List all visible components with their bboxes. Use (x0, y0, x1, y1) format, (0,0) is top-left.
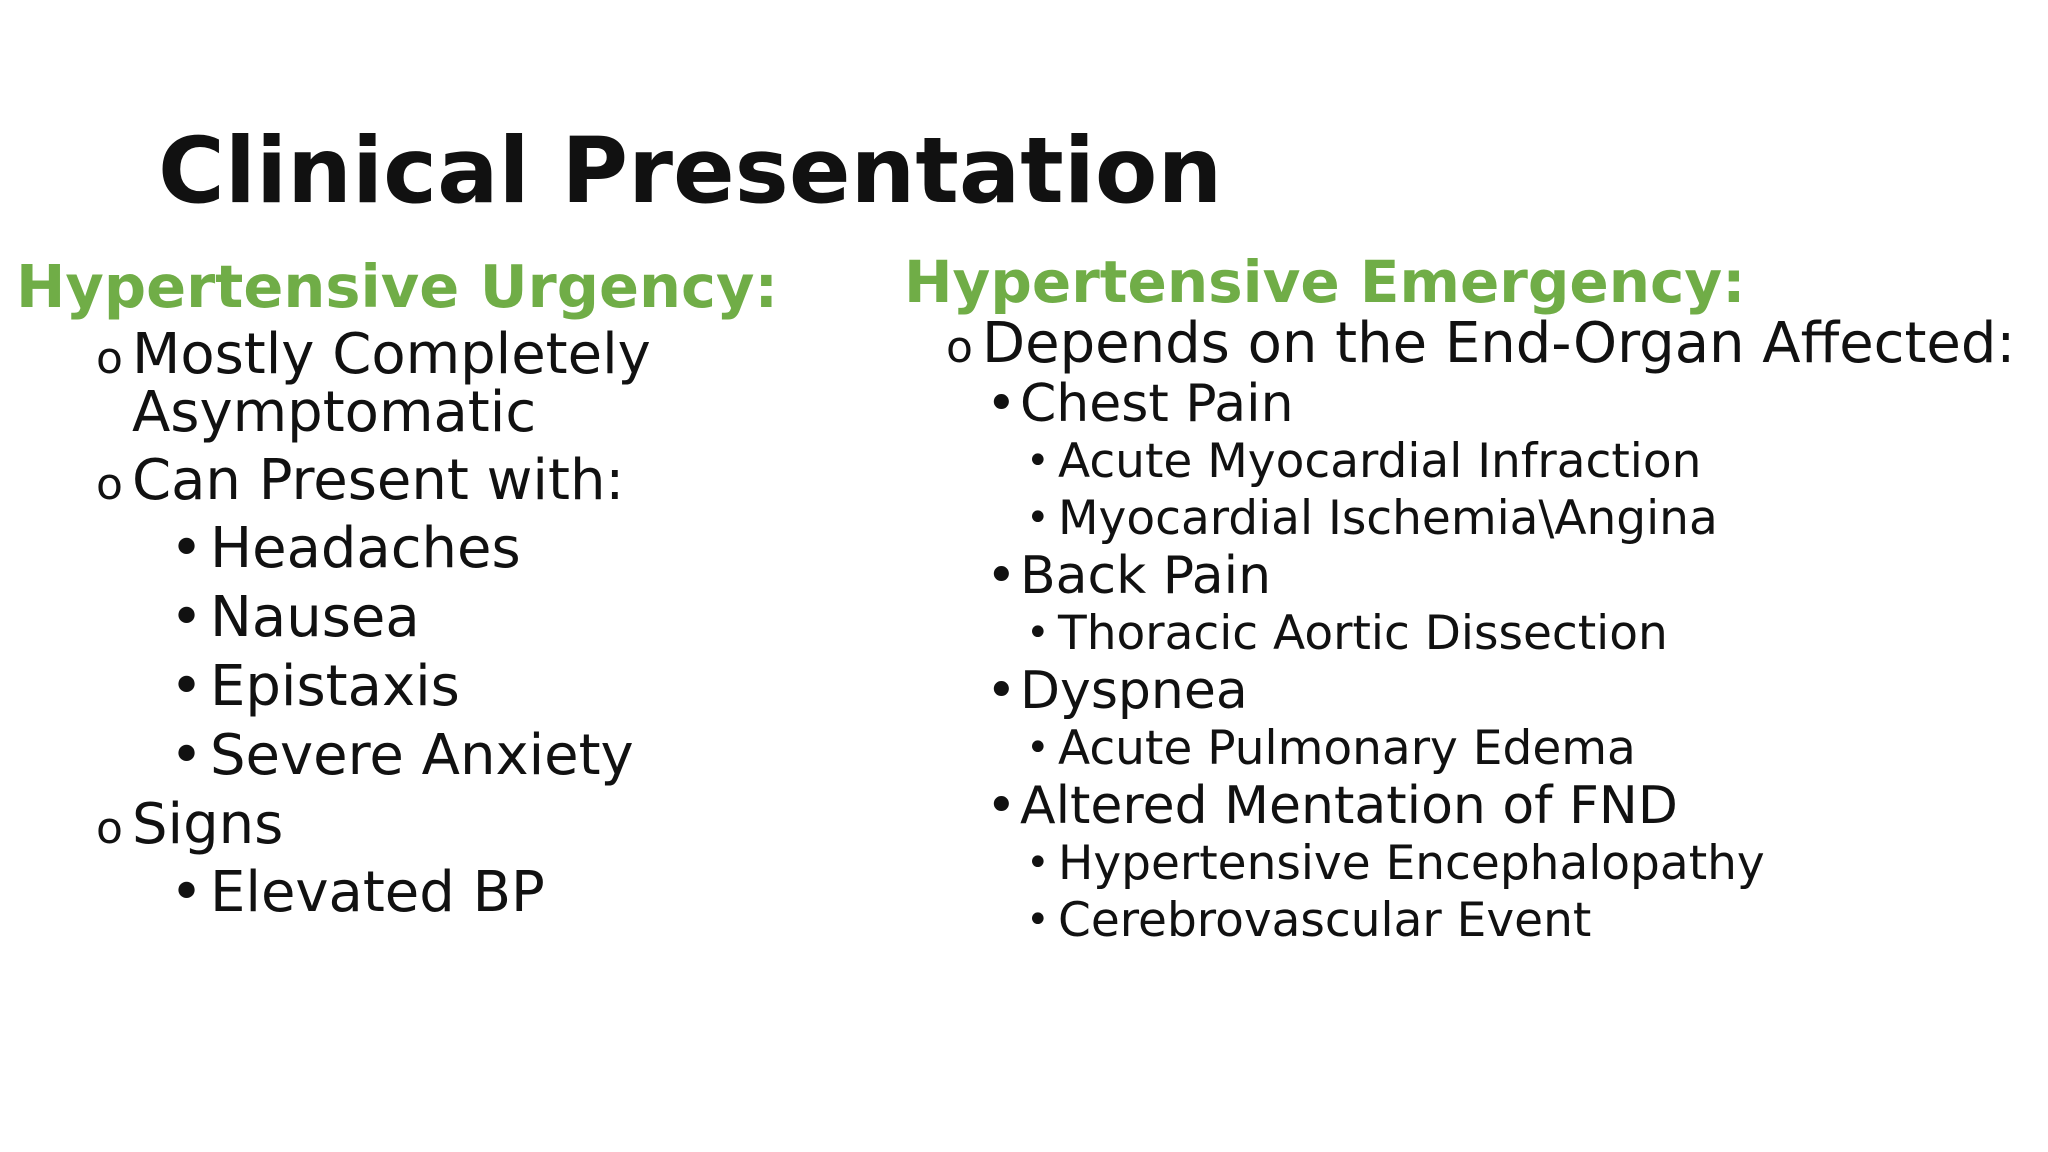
circle-bullet-icon: o (96, 803, 123, 854)
list-item (16, 448, 836, 788)
condition-list (982, 605, 2034, 662)
list-item (16, 322, 836, 445)
bullet-icon: • (1026, 725, 1050, 771)
circle-bullet-icon: o (946, 322, 973, 373)
list-item-text: Depends on the End-Organ Affected: (982, 311, 2016, 376)
sublist-item: • Elevated BP (170, 860, 545, 925)
organ-item: • Altered Mentation of FND (986, 776, 1678, 836)
sublist-item: • Epistaxis (170, 654, 460, 719)
bullet-icon: • (1026, 897, 1050, 943)
list-item-text: Asymptomatic (132, 380, 537, 445)
sublist (132, 862, 836, 923)
bullet-icon: • (986, 546, 1017, 606)
bullet-icon: • (1026, 610, 1050, 656)
sublist-item: • Severe Anxiety (170, 723, 634, 788)
list-item-text: Can Present with: (132, 448, 625, 513)
organ-item: • Back Pain (986, 546, 1272, 606)
organ-subgroup (982, 720, 2034, 777)
organ-list (982, 375, 2034, 949)
condition-item: • Acute Myocardial Infraction (1026, 434, 1702, 489)
organ-subgroup (982, 433, 2034, 547)
circle-bullet-icon: o (96, 333, 123, 384)
emergency-heading: Hypertensive Emergency: (904, 248, 1746, 316)
organ-subgroup (982, 835, 2034, 949)
urgency-column (16, 252, 836, 925)
sublist (132, 518, 836, 786)
condition-list (982, 720, 2034, 777)
condition-item: • Acute Pulmonary Edema (1026, 721, 1636, 776)
bullet-icon: • (1026, 495, 1050, 541)
condition-list (982, 433, 2034, 547)
list-item (904, 313, 2034, 949)
condition-item: • Thoracic Aortic Dissection (1026, 606, 1668, 661)
sublist-item: • Headaches (170, 516, 521, 581)
emergency-list (904, 313, 2034, 949)
urgency-heading: Hypertensive Urgency: (16, 252, 779, 321)
bullet-icon: • (986, 661, 1017, 721)
bullet-icon: • (986, 776, 1017, 836)
condition-item: • Myocardial Ischemia\Angina (1026, 491, 1718, 546)
list-item-text: Mostly Completely (132, 322, 651, 387)
bullet-icon: • (986, 374, 1017, 434)
organ-item: • Chest Pain (986, 374, 1294, 434)
urgency-list (16, 322, 836, 925)
list-item (16, 792, 836, 925)
list-item-text: Signs (132, 792, 284, 857)
emergency-column (904, 248, 2034, 949)
bullet-icon: • (170, 723, 204, 788)
organ-item: • Dyspnea (986, 661, 1248, 721)
bullet-icon: • (170, 585, 204, 650)
bullet-icon: • (170, 516, 204, 581)
bullet-icon: • (1026, 840, 1050, 886)
organ-subgroup (982, 605, 2034, 662)
circle-bullet-icon: o (96, 459, 123, 510)
bullet-icon: • (1026, 438, 1050, 484)
bullet-icon: • (170, 860, 204, 925)
bullet-icon: • (170, 654, 204, 719)
slide-title: Clinical Presentation (158, 119, 1223, 224)
sublist-item: • Nausea (170, 585, 420, 650)
condition-item: • Cerebrovascular Event (1026, 893, 1592, 948)
condition-item: • Hypertensive Encephalopathy (1026, 836, 1765, 891)
condition-list (982, 835, 2034, 949)
